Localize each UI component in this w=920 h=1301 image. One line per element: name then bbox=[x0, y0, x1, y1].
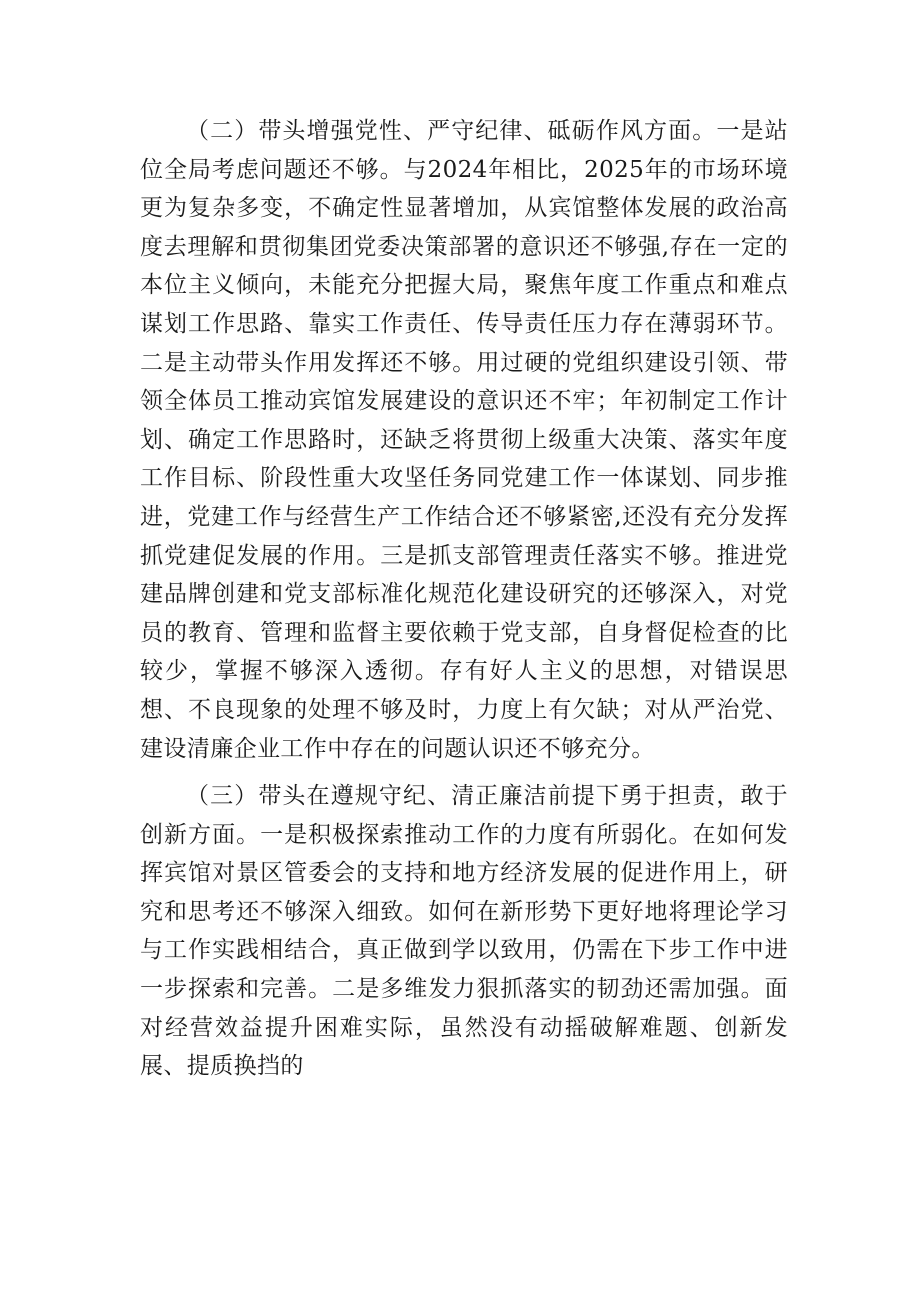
paragraph-section-three: （三）带头在遵规守纪、清正廉洁前提下勇于担责，敢于创新方面。一是积极探索推动工作的力度有所弱化。在如何发挥宾馆对景区管委会的支持和地方经济发展的促进作用上，研究和思考还不够深入细致。如何在新形势下更好地将理论学习与工作实践相结合，真正做到学以致用，仍需在下步工作中进一步探索和完善。二是多维发力狠抓落实的韧劲还需加强。面对经营效益提升困难实际，虽然没有动摇破解难题、创新发展、提质换挡的 bbox=[140, 783, 788, 1080]
document-body bbox=[140, 112, 788, 1086]
paragraph-section-two: （二）带头增强党性、严守纪律、砥砺作风方面。一是站位全局考虑问题还不够。与2024年相比，2025年的市场环境更为复杂多变，不确定性显著增加，从宾馆整体发展的政治高度去理解和贯彻集团党委决策部署的意识还不够强,存在一定的本位主义倾向，未能充分把握大局，聚焦年度工作重点和难点谋划工作思路、靠实工作责任、传导责任压力存在薄弱环节。二是主动带头作用发挥还不够。用过硬的党组织建设引领、带领全体员工推动宾馆发展建设的意识还不牢；年初制定工作计划、确定工作思路时，还缺乏将贯彻上级重大决策、落实年度工作目标、阶段性重大攻坚任务同党建工作一体谋划、同步推进，党建工作与经营生产工作结合还不够紧密,还没有充分发挥抓党建促发展的作用。三是抓支部管理责任落实不够。推进党建品牌创建和党支部标准化规范化建设研究的还够深入，对党员的教育、管理和监督主要依赖于党支部，自身督促检查的比较少，掌握不够深入透彻。存有好人主义的思想，对错误思想、不良现象的处理不够及时，力度上有欠缺；对从严治党、建设清廉企业工作中存在的问题认识还不够充分。 bbox=[140, 118, 788, 762]
